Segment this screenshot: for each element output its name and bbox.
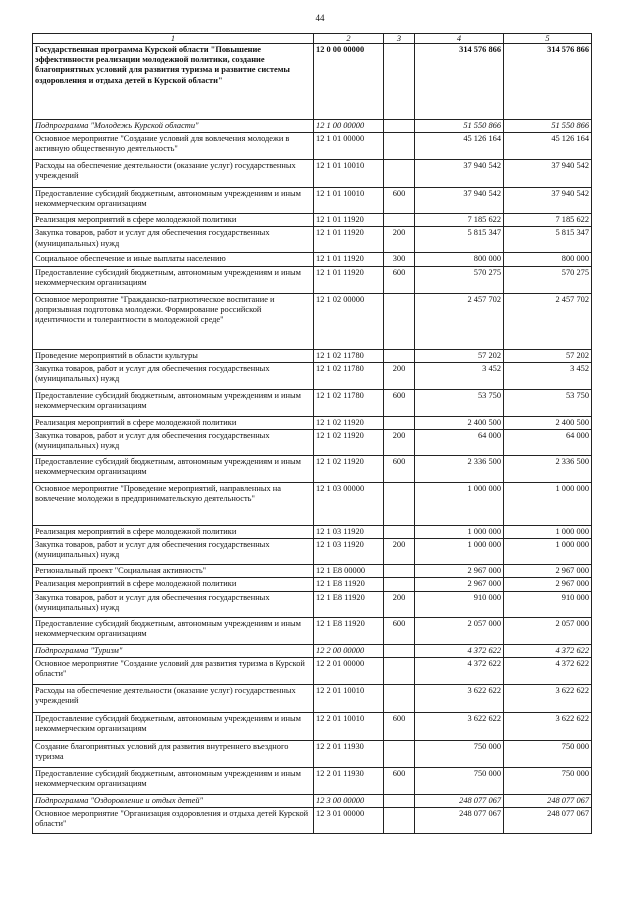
table-row [33, 188, 592, 214]
table-row [33, 794, 592, 807]
cell-amount-1: 3 622 622 [415, 684, 504, 712]
cell-expense-type: 600 [384, 389, 415, 416]
table-row [33, 684, 592, 712]
cell-amount-1: 2 967 000 [415, 565, 504, 578]
cell-expense-type [384, 526, 415, 539]
cell-name: Расходы на обеспечение деятельности (оказание услуг) государственных учреждений [33, 160, 314, 188]
cell-name: Закупка товаров, работ и услуг для обеспечения государственных (муниципальных) нужд [33, 539, 314, 565]
cell-code: 12 1 01 11920 [314, 227, 384, 253]
cell-amount-1: 2 457 702 [415, 293, 504, 349]
cell-expense-type: 600 [384, 188, 415, 214]
cell-expense-type [384, 293, 415, 349]
table-row [33, 416, 592, 429]
cell-amount-1: 314 576 866 [415, 44, 504, 120]
cell-amount-2: 51 550 866 [504, 120, 592, 133]
cell-name: Предоставление субсидий бюджетным, автономным учреждениям и иным некоммерческим организациям [33, 767, 314, 794]
cell-amount-2: 5 815 347 [504, 227, 592, 253]
header-cell-name: 1 [33, 34, 314, 44]
cell-amount-1: 2 057 000 [415, 617, 504, 644]
cell-amount-2: 2 057 000 [504, 617, 592, 644]
cell-amount-2: 1 000 000 [504, 483, 592, 526]
table-row [33, 120, 592, 133]
table-row [33, 160, 592, 188]
cell-amount-1: 570 275 [415, 266, 504, 293]
cell-name: Подпрограмма "Оздоровление и отдых детей" [33, 794, 314, 807]
cell-code: 12 1 03 00000 [314, 483, 384, 526]
cell-code: 12 2 01 00000 [314, 657, 384, 684]
cell-expense-type [384, 657, 415, 684]
header-cell-vr: 3 [384, 34, 415, 44]
cell-code: 12 1 02 11780 [314, 362, 384, 389]
cell-expense-type [384, 483, 415, 526]
cell-amount-2: 3 452 [504, 362, 592, 389]
cell-name: Основное мероприятие "Создание условий для развития туризма в Курской области" [33, 657, 314, 684]
page-number: 44 [315, 13, 325, 23]
cell-amount-2: 53 750 [504, 389, 592, 416]
cell-code: 12 1 03 11920 [314, 539, 384, 565]
table-row [33, 539, 592, 565]
cell-name: Подпрограмма "Молодежь Курской области" [33, 120, 314, 133]
cell-amount-1: 1 000 000 [415, 483, 504, 526]
budget-table-body [33, 34, 592, 834]
table-row [33, 578, 592, 591]
cell-amount-2: 570 275 [504, 266, 592, 293]
table-row [33, 349, 592, 362]
header-cell-amount-2: 5 [504, 34, 592, 44]
cell-code: 12 1 01 11920 [314, 266, 384, 293]
header-cell-amount-1: 4 [415, 34, 504, 44]
cell-amount-2: 2 967 000 [504, 565, 592, 578]
cell-amount-2: 3 622 622 [504, 712, 592, 740]
cell-amount-1: 910 000 [415, 591, 504, 617]
cell-name: Социальное обеспечение и иные выплаты населению [33, 253, 314, 266]
cell-amount-2: 64 000 [504, 430, 592, 456]
cell-amount-1: 64 000 [415, 430, 504, 456]
cell-amount-1: 5 815 347 [415, 227, 504, 253]
cell-amount-1: 750 000 [415, 767, 504, 794]
cell-amount-1: 4 372 622 [415, 644, 504, 657]
cell-name: Закупка товаров, работ и услуг для обеспечения государственных (муниципальных) нужд [33, 227, 314, 253]
cell-name: Основное мероприятие "Гражданско-патриотическое воспитание и допризывная подготовка молодежи. Формирование российской идентичности и толерантности в молодежной среде" [33, 293, 314, 349]
cell-amount-2: 4 372 622 [504, 644, 592, 657]
header-cell-code: 2 [314, 34, 384, 44]
cell-expense-type: 200 [384, 430, 415, 456]
table-row [33, 644, 592, 657]
cell-amount-1: 2 336 500 [415, 456, 504, 483]
cell-expense-type [384, 578, 415, 591]
table-row [33, 767, 592, 794]
cell-amount-2: 37 940 542 [504, 188, 592, 214]
cell-expense-type: 200 [384, 362, 415, 389]
cell-expense-type [384, 120, 415, 133]
cell-name: Региональный проект "Социальная активность" [33, 565, 314, 578]
cell-amount-2: 3 622 622 [504, 684, 592, 712]
cell-name: Закупка товаров, работ и услуг для обеспечения государственных (муниципальных) нужд [33, 430, 314, 456]
budget-table [32, 33, 592, 834]
cell-amount-2: 4 372 622 [504, 657, 592, 684]
cell-code: 12 2 00 00000 [314, 644, 384, 657]
table-row [33, 430, 592, 456]
cell-amount-1: 37 940 542 [415, 188, 504, 214]
table-row [33, 293, 592, 349]
cell-expense-type: 300 [384, 253, 415, 266]
cell-code: 12 1 E8 00000 [314, 565, 384, 578]
cell-name: Предоставление субсидий бюджетным, автономным учреждениям и иным некоммерческим организациям [33, 456, 314, 483]
cell-amount-1: 57 202 [415, 349, 504, 362]
cell-code: 12 1 02 00000 [314, 293, 384, 349]
cell-amount-1: 248 077 067 [415, 794, 504, 807]
cell-code: 12 2 01 11930 [314, 767, 384, 794]
cell-code: 12 3 00 00000 [314, 794, 384, 807]
table-row [33, 617, 592, 644]
table-row [33, 133, 592, 160]
cell-amount-1: 51 550 866 [415, 120, 504, 133]
cell-code: 12 3 01 00000 [314, 808, 384, 834]
cell-code: 12 1 E8 11920 [314, 578, 384, 591]
cell-amount-1: 37 940 542 [415, 160, 504, 188]
cell-name: Расходы на обеспечение деятельности (оказание услуг) государственных учреждений [33, 684, 314, 712]
cell-name: Проведение мероприятий в области культуры [33, 349, 314, 362]
cell-amount-2: 248 077 067 [504, 794, 592, 807]
cell-amount-2: 910 000 [504, 591, 592, 617]
cell-code: 12 2 01 10010 [314, 684, 384, 712]
table-header-row [33, 34, 592, 44]
cell-amount-1: 248 077 067 [415, 808, 504, 834]
cell-amount-1: 1 000 000 [415, 526, 504, 539]
cell-amount-2: 800 000 [504, 253, 592, 266]
table-row [33, 44, 592, 120]
cell-expense-type [384, 565, 415, 578]
table-row [33, 712, 592, 740]
cell-expense-type [384, 794, 415, 807]
cell-expense-type: 200 [384, 539, 415, 565]
cell-amount-2: 314 576 866 [504, 44, 592, 120]
cell-expense-type: 200 [384, 227, 415, 253]
cell-amount-1: 45 126 164 [415, 133, 504, 160]
cell-code: 12 1 01 10010 [314, 160, 384, 188]
cell-amount-1: 2 400 500 [415, 416, 504, 429]
cell-code: 12 2 01 11930 [314, 740, 384, 767]
cell-amount-2: 1 000 000 [504, 526, 592, 539]
cell-amount-1: 3 452 [415, 362, 504, 389]
table-row [33, 266, 592, 293]
cell-code: 12 1 02 11920 [314, 430, 384, 456]
cell-expense-type: 600 [384, 456, 415, 483]
cell-name: Основное мероприятие "Создание условий для вовлечения молодежи в активную общественную деятельность" [33, 133, 314, 160]
cell-expense-type [384, 44, 415, 120]
cell-name: Реализация мероприятий в сфере молодежной политики [33, 526, 314, 539]
cell-expense-type: 600 [384, 266, 415, 293]
cell-expense-type [384, 644, 415, 657]
cell-expense-type [384, 160, 415, 188]
cell-expense-type [384, 684, 415, 712]
cell-code: 12 1 02 11780 [314, 389, 384, 416]
cell-code: 12 1 02 11780 [314, 349, 384, 362]
cell-amount-2: 2 336 500 [504, 456, 592, 483]
cell-expense-type [384, 133, 415, 160]
cell-code: 12 1 02 11920 [314, 456, 384, 483]
cell-amount-2: 248 077 067 [504, 808, 592, 834]
cell-name: Предоставление субсидий бюджетным, автономным учреждениям и иным некоммерческим организациям [33, 617, 314, 644]
cell-expense-type [384, 740, 415, 767]
cell-amount-1: 2 967 000 [415, 578, 504, 591]
cell-name: Предоставление субсидий бюджетным, автономным учреждениям и иным некоммерческим организациям [33, 188, 314, 214]
cell-name: Закупка товаров, работ и услуг для обеспечения государственных (муниципальных) нужд [33, 591, 314, 617]
cell-expense-type: 200 [384, 591, 415, 617]
cell-code: 12 1 02 11920 [314, 416, 384, 429]
cell-amount-2: 2 967 000 [504, 578, 592, 591]
cell-amount-2: 45 126 164 [504, 133, 592, 160]
table-row [33, 808, 592, 834]
table-row [33, 362, 592, 389]
cell-expense-type [384, 808, 415, 834]
cell-amount-2: 750 000 [504, 740, 592, 767]
cell-amount-2: 37 940 542 [504, 160, 592, 188]
cell-expense-type [384, 349, 415, 362]
table-row [33, 591, 592, 617]
table-row [33, 565, 592, 578]
cell-expense-type: 600 [384, 617, 415, 644]
cell-code: 12 1 E8 11920 [314, 617, 384, 644]
cell-name: Создание благоприятных условий для развития внутреннего въездного туризма [33, 740, 314, 767]
cell-code: 12 1 01 10010 [314, 188, 384, 214]
table-row [33, 657, 592, 684]
cell-expense-type: 600 [384, 712, 415, 740]
cell-name: Реализация мероприятий в сфере молодежной политики [33, 416, 314, 429]
cell-name: Основное мероприятие "Организация оздоровления и отдыха детей Курской области" [33, 808, 314, 834]
cell-amount-1: 7 185 622 [415, 214, 504, 227]
cell-amount-2: 2 457 702 [504, 293, 592, 349]
cell-code: 12 2 01 10010 [314, 712, 384, 740]
cell-expense-type [384, 214, 415, 227]
table-row [33, 456, 592, 483]
table-row [33, 740, 592, 767]
cell-name: Закупка товаров, работ и услуг для обеспечения государственных (муниципальных) нужд [33, 362, 314, 389]
cell-expense-type [384, 416, 415, 429]
table-row [33, 526, 592, 539]
cell-amount-2: 57 202 [504, 349, 592, 362]
cell-name: Реализация мероприятий в сфере молодежной политики [33, 214, 314, 227]
cell-code: 12 1 03 11920 [314, 526, 384, 539]
table-row [33, 227, 592, 253]
cell-expense-type: 600 [384, 767, 415, 794]
cell-code: 12 0 00 00000 [314, 44, 384, 120]
cell-code: 12 1 01 11920 [314, 214, 384, 227]
table-row [33, 214, 592, 227]
cell-amount-1: 750 000 [415, 740, 504, 767]
cell-name: Государственная программа Курской области "Повышение эффективности реализации молодежной политики, создание благоприятных условий для развития туризма и развитие системы оздоровления и отдыха детей в Курской области" [33, 44, 314, 120]
cell-code: 12 1 E8 11920 [314, 591, 384, 617]
cell-code: 12 1 00 00000 [314, 120, 384, 133]
cell-code: 12 1 01 00000 [314, 133, 384, 160]
cell-name: Реализация мероприятий в сфере молодежной политики [33, 578, 314, 591]
cell-amount-1: 53 750 [415, 389, 504, 416]
cell-name: Предоставление субсидий бюджетным, автономным учреждениям и иным некоммерческим организациям [33, 266, 314, 293]
table-row [33, 253, 592, 266]
cell-code: 12 1 01 11920 [314, 253, 384, 266]
cell-name: Подпрограмма "Туризм" [33, 644, 314, 657]
cell-amount-1: 800 000 [415, 253, 504, 266]
table-row [33, 483, 592, 526]
cell-name: Предоставление субсидий бюджетным, автономным учреждениям и иным некоммерческим организациям [33, 712, 314, 740]
cell-amount-2: 1 000 000 [504, 539, 592, 565]
cell-name: Основное мероприятие "Проведение мероприятий, направленных на вовлечение молодежи в предпринимательскую деятельность" [33, 483, 314, 526]
cell-amount-2: 2 400 500 [504, 416, 592, 429]
cell-name: Предоставление субсидий бюджетным, автономным учреждениям и иным некоммерческим организациям [33, 389, 314, 416]
cell-amount-1: 4 372 622 [415, 657, 504, 684]
cell-amount-1: 1 000 000 [415, 539, 504, 565]
table-row [33, 389, 592, 416]
cell-amount-1: 3 622 622 [415, 712, 504, 740]
cell-amount-2: 7 185 622 [504, 214, 592, 227]
cell-amount-2: 750 000 [504, 767, 592, 794]
